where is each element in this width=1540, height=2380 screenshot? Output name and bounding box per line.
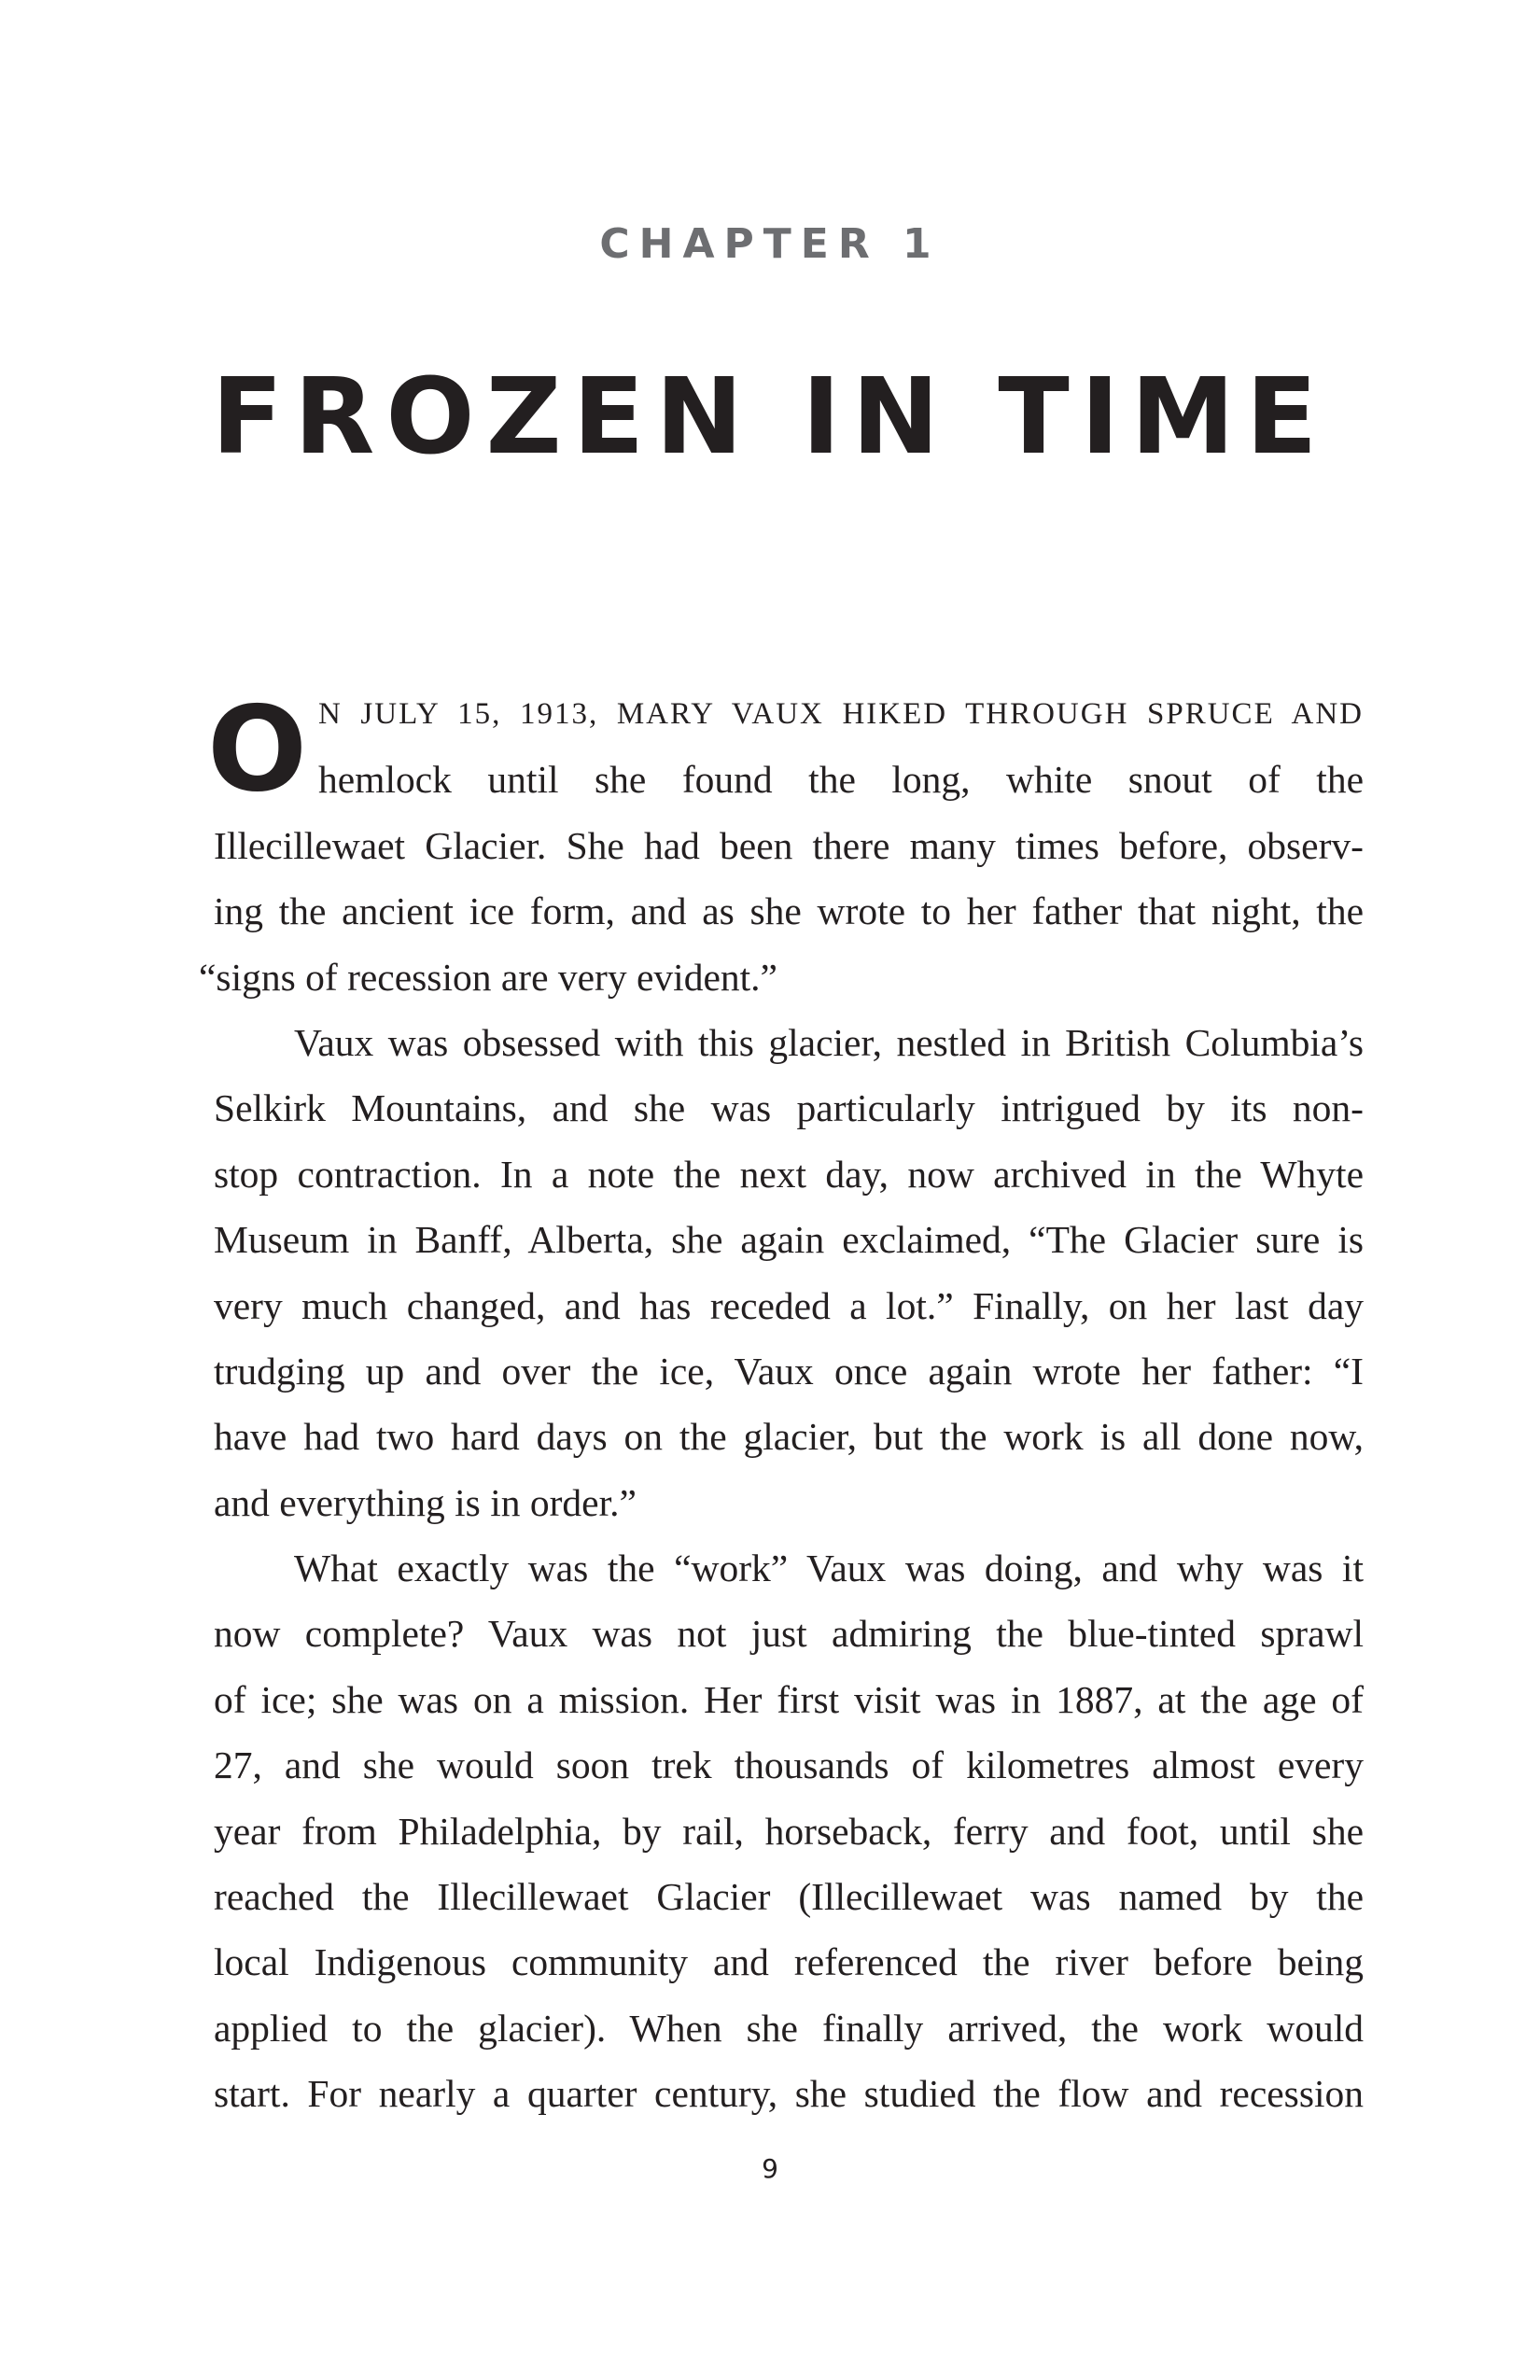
text-line: N JULY 15, 1913, MARY VAUX HIKED THROUGH SPRUCE AND <box>318 697 1364 731</box>
body-text <box>199 681 1364 2127</box>
text-line: and everything is in order.” <box>214 1480 637 1524</box>
text-line: trudging up and over the ice, Vaux once again wrote her father: “I <box>214 1349 1364 1393</box>
text-line: stop contraction. In a note the next day, now archived in the Whyte <box>214 1152 1364 1196</box>
chapter-title: FROZEN IN TIME <box>211 357 1329 478</box>
text-line: What exactly was the “work” Vaux was doing, and why was it <box>294 1547 1364 1590</box>
text-line: local Indigenous community and referenced the river before being <box>214 1940 1364 1984</box>
page-number: 9 <box>762 2153 778 2184</box>
drop-cap: O <box>207 680 308 818</box>
text-line: reached the Illecillewaet Glacier (Illecillewaet was named by the <box>214 1875 1364 1919</box>
text-line: hemlock until she found the long, white snout of the <box>318 758 1364 802</box>
text-line: start. For nearly a quarter century, she studied the flow and recession <box>214 2072 1364 2116</box>
text-line: of ice; she was on a mission. Her first visit was in 1887, at the age of <box>214 1677 1364 1721</box>
text-line: 27, and she would soon trek thousands of kilometres almost every <box>214 1743 1364 1787</box>
chapter-label: CHAPTER 1 <box>599 220 941 268</box>
text-line: Selkirk Mountains, and she was particularly intrigued by its non- <box>214 1086 1364 1130</box>
text-line: Museum in Banff, Alberta, she again exclaimed, “The Glacier sure is <box>214 1218 1364 1262</box>
text-line: Illecillewaet Glacier. She had been there many times before, observ- <box>214 823 1364 867</box>
text-line: have had two hard days on the glacier, but the work is all done now, <box>214 1415 1364 1459</box>
text-line: Vaux was obsessed with this glacier, nestled in British Columbia’s <box>294 1020 1364 1064</box>
text-line: “signs of recession are very evident.” <box>199 955 777 999</box>
text-line: now complete? Vaux was not just admiring the blue-tinted sprawl <box>214 1612 1364 1656</box>
text-line: very much changed, and has receded a lot.” Finally, on her last day <box>214 1283 1364 1327</box>
text-line: year from Philadelphia, by rail, horseback, ferry and foot, until she <box>214 1809 1364 1853</box>
text-line: applied to the glacier). When she finally arrived, the work would <box>214 2006 1364 2050</box>
text-line: ing the ancient ice form, and as she wrote to her father that night, the <box>214 889 1364 933</box>
